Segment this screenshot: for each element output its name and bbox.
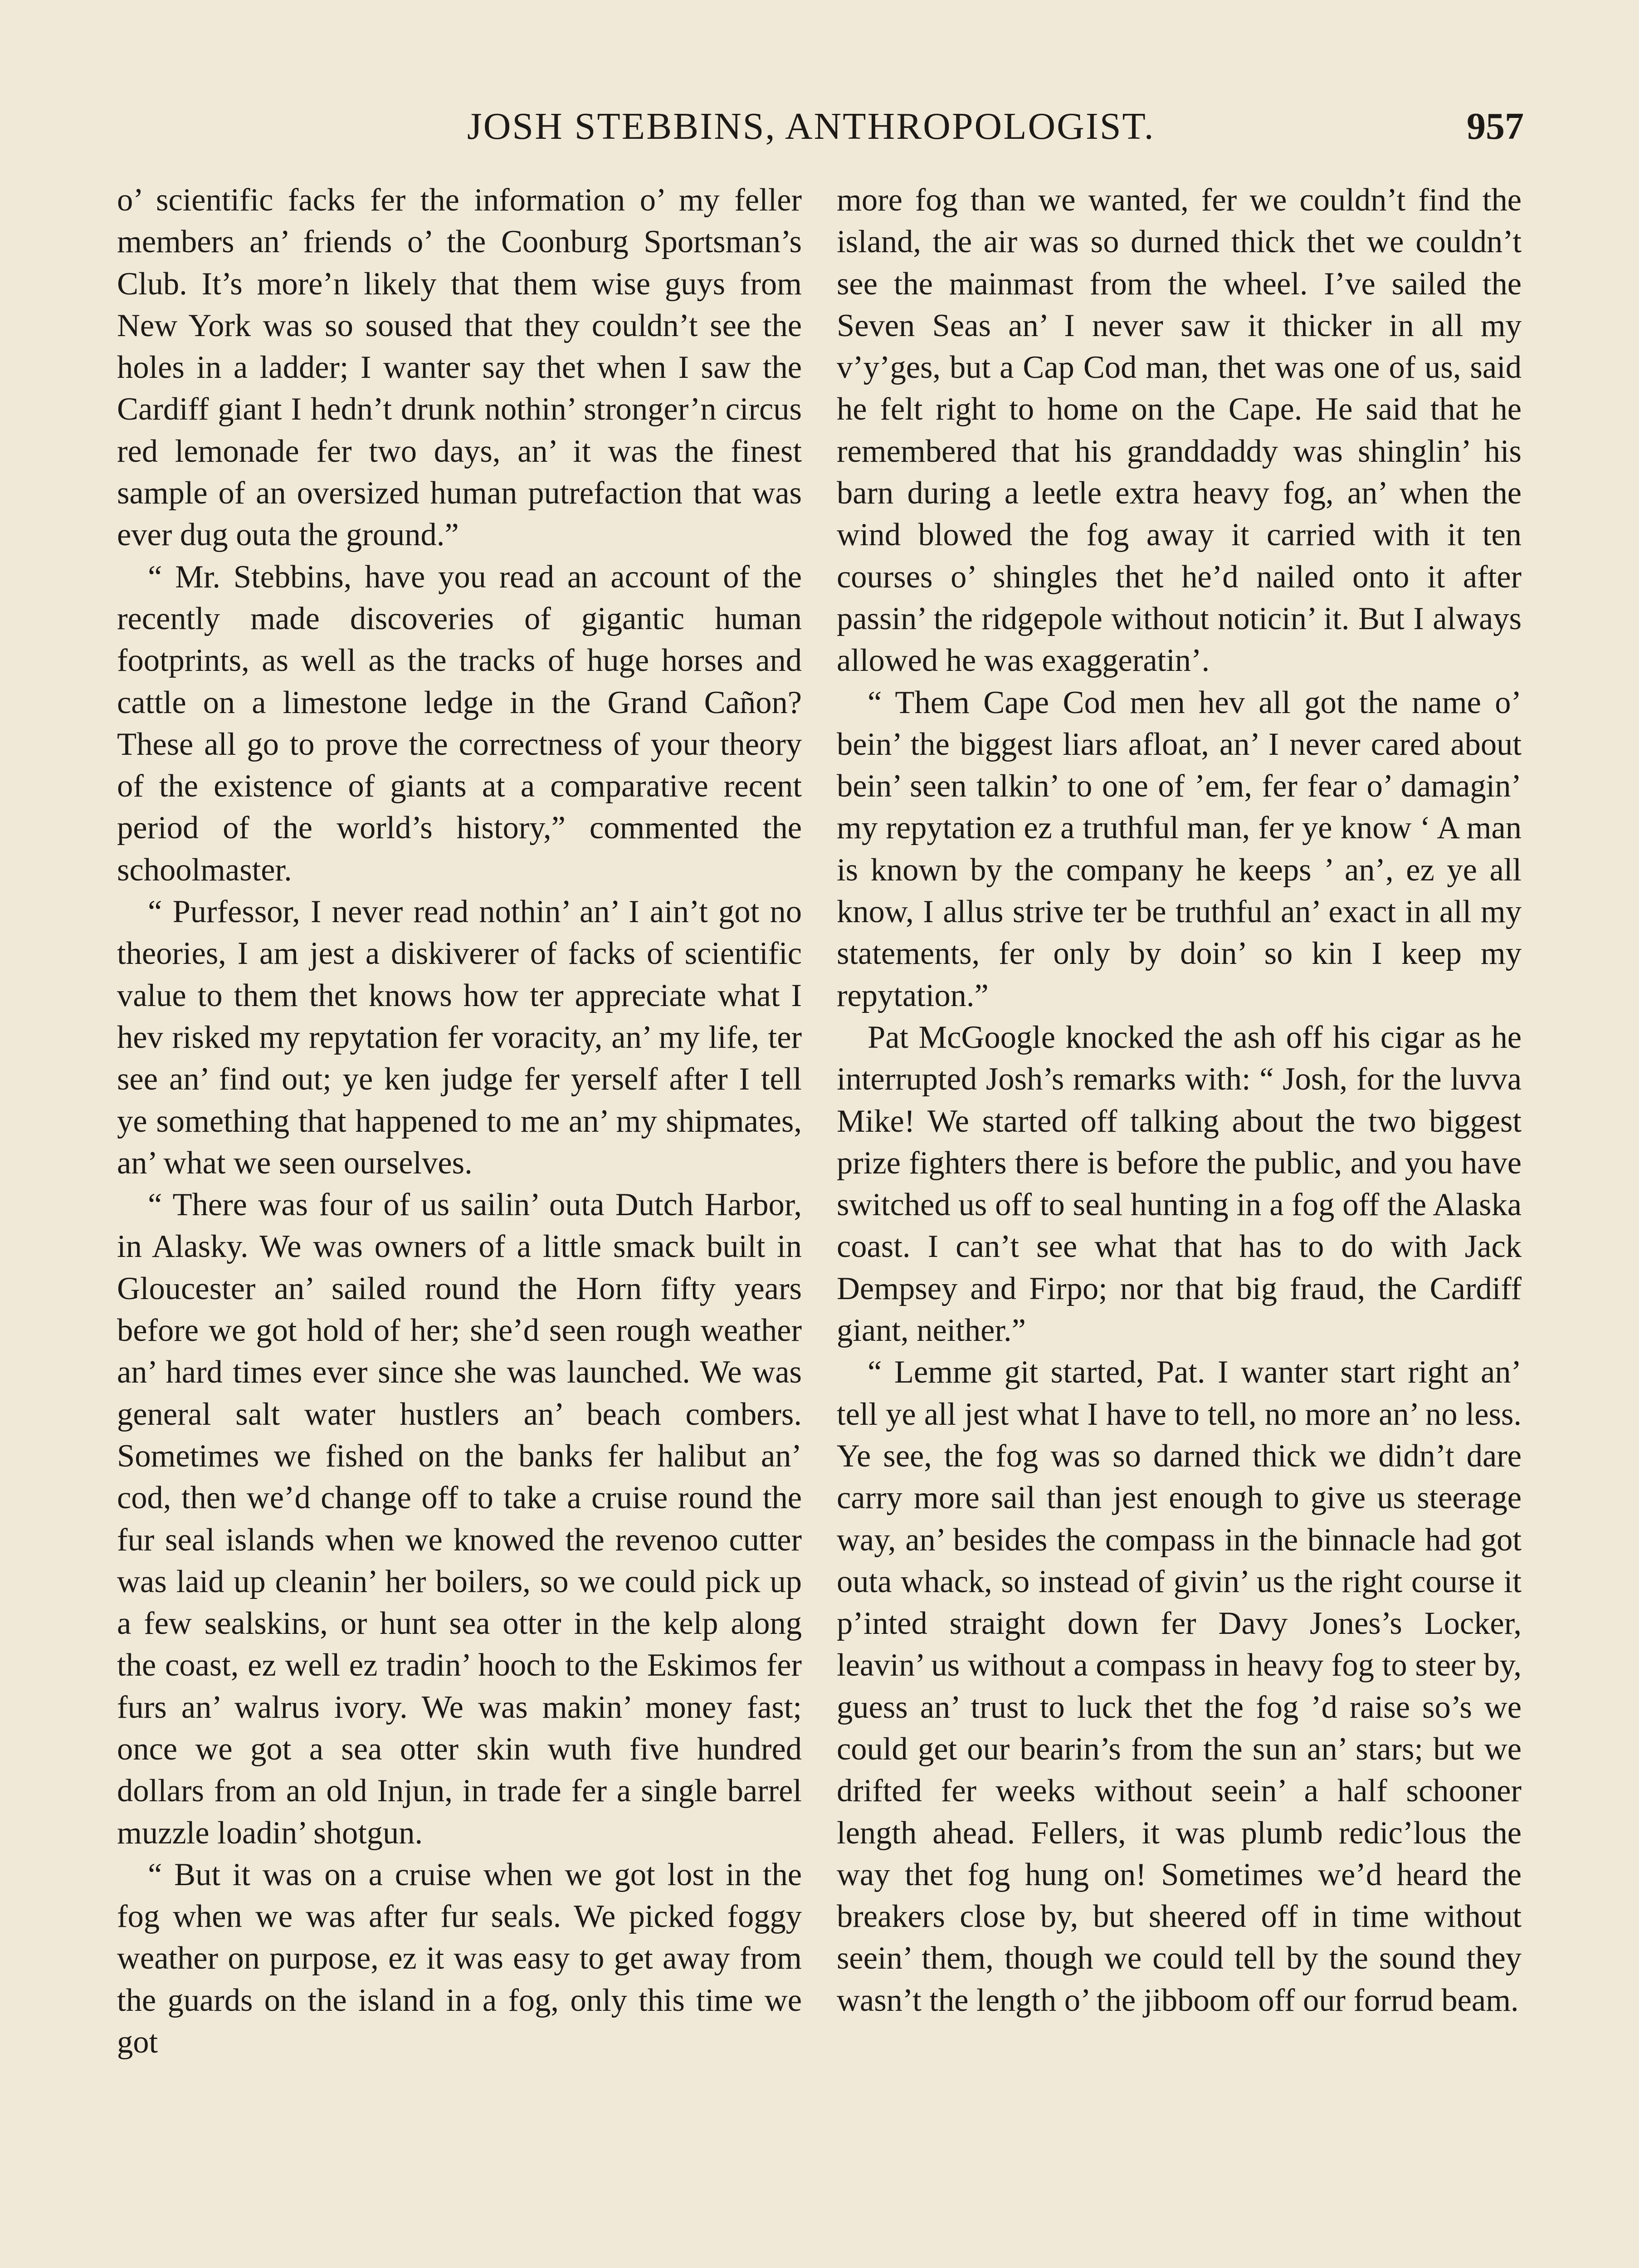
paragraph: more fog than we wanted, fer we couldn’t find the island, the air was so durned thick thet we couldn’t see the mainmast from the wheel. I’ve sailed the Seven Seas an’ I never saw it thicker in all my v’y’ges, but a Cap Cod man, thet was one of us, said he felt right to home on the Cape. He said that he remembered that his granddaddy was shinglin’ his barn during a leetle extra heavy fog, an’ when the wind blowed the fog away it carried with it ten courses o’ shingles thet he’d nailed onto it after passin’ the ridgepole without noticin’ it. But I always allowed he was exaggeratin’. xyxy=(837,182,1522,679)
paragraph: “ Them Cape Cod men hev all got the name o’ bein’ the biggest liars afloat, an’ I never cared about bein’ seen talkin’ to one of ’em, fer fear o’ damagin’ my repytation ez a truthful man, fer ye know ‘ A man is known by the company he keeps ’ an’, ez ye all know, I allus strive ter be truthful an’ exact in all my statements, fer only by doin’ so kin I keep my repytation.” xyxy=(837,684,1522,1013)
paragraph: Pat McGoogle knocked the ash off his cigar as he interrupted Josh’s remarks with: “ Josh, for the luvva Mike! We started off talking about the two biggest prize fighters there is before the public, and you have switched us off to seal hunting in a fog off the Alaska coast. I can’t see what that has to do with Jack Dempsey and Firpo; nor that big fraud, the Cardiff giant, neither.” xyxy=(837,1019,1522,1349)
running-title: JOSH STEBBINS, ANTHROPOLOGIST. xyxy=(467,105,1155,147)
paragraph: o’ scientific facks fer the information o’ my feller members an’ friends o’ the Coonburg Sportsman’s Club. It’s more’n likely that them wise guys from New York was so soused that they couldn’t see the holes in a ladder; I wanter say thet when I saw the Cardiff giant I hedn’t drunk nothin’ stronger’n circus red lemonade fer two days, an’ it was the finest sample of an oversized human putrefaction that was ever dug outa the ground.” xyxy=(117,182,802,553)
paragraph: “ But it was on a cruise when we got lost in the fog when we was after fur seals. We picked foggy weather on purpose, ez it was easy to get away from the guards on the island in a fog, only this time we got xyxy=(117,1857,802,2060)
paragraph: “ Purfessor, I never read nothin’ an’ I ain’t got no theories, I am jest a diskiverer of facks of scientific value to them thet knows how ter appreciate what I hev risked my repytation fer voracity, an’ my life, ter see an’ find out; ye ken judge fer yerself after I tell ye something that happened to me an’ my shipmates, an’ what we seen ourselves. xyxy=(117,894,802,1181)
page-number: 957 xyxy=(1467,105,1524,147)
right-column xyxy=(837,179,1522,2021)
paragraph: “ Mr. Stebbins, have you read an account of the recently made discoveries of gigantic human footprints, as well as the tracks of huge horses and cattle on a limestone ledge in the Grand Cañon? These all go to prove the correctness of your theory of the existence of giants at a comparative recent period of the world’s history,” commented the schoolmaster. xyxy=(117,559,802,888)
page-header xyxy=(118,104,1524,163)
left-column xyxy=(117,179,802,2063)
paragraph: “ There was four of us sailin’ outa Dutch Harbor, in Alasky. We was owners of a little smack built in Gloucester an’ sailed round the Horn fifty years before we got hold of her; she’d seen rough weather an’ hard times ever since she was launched. We was general salt water hustlers an’ beach combers. Sometimes we fished on the banks fer halibut an’ cod, then we’d change off to take a cruise round the fur seal islands when we knowed the revenoo cutter was laid up cleanin’ her boilers, so we could pick up a few sealskins, or hunt sea otter in the kelp along the coast, ez well ez tradin’ hooch to the Eskimos fer furs an’ walrus ivory. We was makin’ money fast; once we got a sea otter skin wuth five hundred dollars from an old Injun, in trade fer a single barrel muzzle loadin’ shotgun. xyxy=(117,1187,802,1851)
paragraph: “ Lemme git started, Pat. I wanter start right an’ tell ye all jest what I have to tell, no more an’ no less. Ye see, the fog was so darned thick we didn’t dare carry more sail than jest enough to give us steerage way, an’ besides the compass in the binnacle had got outa whack, so instead of givin’ us the right course it p’inted straight down fer Davy Jones’s Locker, leavin’ us without a compass in heavy fog to steer by, guess an’ trust to luck thet the fog ’d raise so’s we could get our bearin’s from the sun an’ stars; but we drifted fer weeks without seein’ a half schooner length ahead. Fellers, it was plumb redic’lous the way thet fog hung on! Sometimes we’d heard the breakers close by, but sheered off in time without seein’ them, though we could tell by the sound they wasn’t the length o’ the jibboom off our forrud beam. xyxy=(837,1354,1522,2018)
